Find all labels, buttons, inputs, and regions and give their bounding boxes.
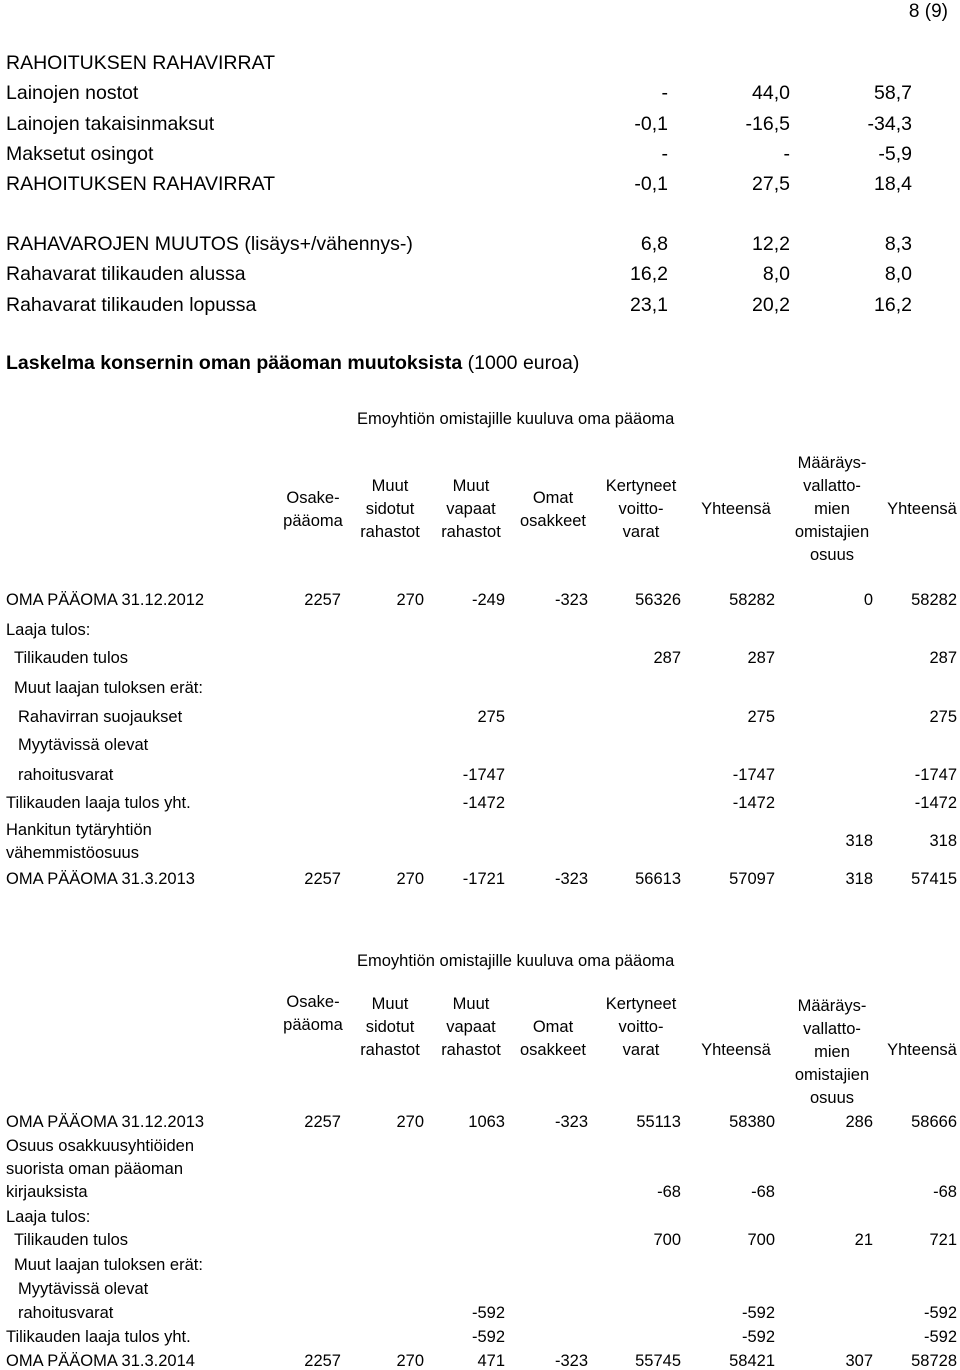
column-header-line: Yhteensä bbox=[701, 1041, 771, 1059]
column-header-line: rahastot bbox=[360, 1041, 420, 1059]
table-cell: 287 bbox=[653, 649, 681, 667]
group-header: Emoyhtiön omistajille kuuluva oma pääoma bbox=[357, 952, 675, 970]
table-cell: -68 bbox=[933, 1183, 957, 1201]
cashflow-value: 44,0 bbox=[752, 82, 790, 104]
table-cell: 58728 bbox=[911, 1352, 957, 1370]
column-header-line: Muut bbox=[371, 995, 409, 1013]
table-cell: -323 bbox=[554, 870, 588, 888]
table-cell: -1721 bbox=[462, 870, 505, 888]
table-row-label: Tilikauden tulos bbox=[14, 1231, 129, 1249]
table-cell: -592 bbox=[923, 1328, 957, 1346]
cashflow-value: -34,3 bbox=[867, 113, 912, 135]
cashflow-value: 8,0 bbox=[762, 263, 790, 285]
cashflow-value: 16,2 bbox=[630, 263, 668, 285]
column-header-line: varat bbox=[622, 523, 660, 541]
cashflow-value: 6,8 bbox=[640, 233, 668, 255]
table-cell: 1063 bbox=[468, 1113, 505, 1131]
table-cell: 270 bbox=[396, 870, 424, 888]
table-row-label: kirjauksista bbox=[6, 1183, 88, 1201]
table-cell: 700 bbox=[653, 1231, 681, 1249]
column-header-line: Määräys- bbox=[797, 454, 867, 472]
cashflow-row-label: Rahavarat tilikauden alussa bbox=[6, 263, 246, 285]
column-header-line: vallatto- bbox=[803, 477, 861, 495]
table-row-label: rahoitusvarat bbox=[18, 1304, 114, 1322]
column-header-line: Omat bbox=[532, 1018, 574, 1036]
column-header-line: Omat bbox=[532, 489, 574, 507]
table-cell: 275 bbox=[747, 708, 775, 726]
table-cell: 58282 bbox=[729, 591, 775, 609]
column-header-line: vapaat bbox=[446, 500, 496, 518]
table-cell: -1747 bbox=[462, 766, 505, 784]
column-header-line: Muut bbox=[452, 477, 490, 495]
cashflow-value: 8,3 bbox=[884, 233, 912, 255]
column-header-line: pääoma bbox=[283, 512, 343, 530]
cashflow-value: -16,5 bbox=[745, 113, 790, 135]
table-cell: 2257 bbox=[304, 1113, 341, 1131]
column-header-line: Kertyneet bbox=[605, 477, 677, 495]
cashflow-value: -0,1 bbox=[634, 113, 668, 135]
table-cell: 56613 bbox=[635, 870, 681, 888]
group-header: Emoyhtiön omistajille kuuluva oma pääoma bbox=[357, 410, 675, 428]
table-cell: 318 bbox=[845, 870, 873, 888]
cashflow-row-label: RAHOITUKSEN RAHAVIRRAT bbox=[6, 52, 276, 74]
table-cell: 0 bbox=[863, 591, 873, 609]
table-row-label: OMA PÄÄOMA 31.3.2014 bbox=[6, 1352, 195, 1370]
table-cell: 58282 bbox=[911, 591, 957, 609]
table-cell: -323 bbox=[554, 1113, 588, 1131]
table-cell: 318 bbox=[845, 832, 873, 850]
cashflow-value: 8,0 bbox=[884, 263, 912, 285]
table-cell: 307 bbox=[845, 1352, 873, 1370]
table-cell: 286 bbox=[845, 1113, 873, 1131]
cashflow-row-label: Lainojen takaisinmaksut bbox=[6, 113, 215, 135]
table-cell: 270 bbox=[396, 1352, 424, 1370]
table-cell: 270 bbox=[396, 1113, 424, 1131]
column-header-line: osuus bbox=[809, 546, 855, 564]
table-row-label: Muut laajan tuloksen erät: bbox=[14, 679, 203, 697]
table-cell: -592 bbox=[741, 1304, 775, 1322]
table-cell: -249 bbox=[471, 591, 505, 609]
column-header-line: mien bbox=[814, 500, 850, 518]
page-number: 8 (9) bbox=[908, 1, 948, 22]
cashflow-value: 58,7 bbox=[874, 82, 912, 104]
table-cell: 2257 bbox=[304, 591, 341, 609]
column-header-line: Kertyneet bbox=[605, 995, 677, 1013]
column-header-line: pääoma bbox=[283, 1016, 343, 1034]
cashflow-value: 12,2 bbox=[752, 233, 790, 255]
cashflow-value: 27,5 bbox=[752, 173, 790, 195]
cashflow-value: 23,1 bbox=[630, 294, 668, 316]
column-header bbox=[862, 1039, 960, 1062]
table-cell: 55745 bbox=[635, 1352, 681, 1370]
table-row-label: suorista oman pääoman bbox=[6, 1160, 184, 1178]
column-header-line: mien bbox=[814, 1043, 850, 1061]
table-row-label: Osuus osakkuusyhtiöiden bbox=[6, 1137, 195, 1155]
table-cell: 275 bbox=[929, 708, 957, 726]
cashflow-value: - bbox=[661, 143, 668, 165]
table-cell: -592 bbox=[741, 1328, 775, 1346]
table-cell: 721 bbox=[929, 1231, 957, 1249]
table-cell: -68 bbox=[657, 1183, 681, 1201]
table-row-label: OMA PÄÄOMA 31.12.2012 bbox=[6, 591, 205, 609]
table-cell: 55113 bbox=[636, 1113, 681, 1131]
cashflow-value: 20,2 bbox=[752, 294, 790, 316]
table-cell: 700 bbox=[747, 1231, 775, 1249]
column-header-line: Osake- bbox=[286, 489, 340, 507]
column-header-line: voitto- bbox=[618, 1018, 664, 1036]
cashflow-value: -5,9 bbox=[878, 143, 912, 165]
column-header-line: Yhteensä bbox=[887, 1041, 957, 1059]
column-header bbox=[862, 498, 960, 521]
table-cell: -323 bbox=[554, 1352, 588, 1370]
column-header-line: Määräys- bbox=[797, 997, 867, 1015]
table-cell: -1747 bbox=[732, 766, 775, 784]
column-header-line: varat bbox=[622, 1041, 660, 1059]
column-header-line: Muut bbox=[452, 995, 490, 1013]
column-header-line: osuus bbox=[809, 1089, 855, 1107]
cashflow-row-label: RAHOITUKSEN RAHAVIRRAT bbox=[6, 173, 276, 195]
table-row-label: Rahavirran suojaukset bbox=[18, 708, 183, 726]
table-row-label: Laaja tulos: bbox=[6, 621, 91, 639]
table-cell: 2257 bbox=[304, 870, 341, 888]
table-cell: -1472 bbox=[462, 794, 505, 812]
table-row-label: OMA PÄÄOMA 31.3.2013 bbox=[6, 870, 195, 888]
table-cell: 21 bbox=[854, 1231, 873, 1249]
table-cell: -68 bbox=[751, 1183, 775, 1201]
column-header-line: osakkeet bbox=[519, 512, 587, 530]
table-cell: 57097 bbox=[729, 870, 775, 888]
column-header-line: osakkeet bbox=[519, 1041, 587, 1059]
column-header-line: vallatto- bbox=[803, 1020, 861, 1038]
table-cell: 275 bbox=[477, 708, 505, 726]
column-header-line: omistajien bbox=[794, 1066, 870, 1084]
column-header-line: voitto- bbox=[618, 500, 664, 518]
column-header-line: sidotut bbox=[365, 500, 415, 518]
table-cell: 58421 bbox=[729, 1352, 775, 1370]
table-cell: 270 bbox=[396, 591, 424, 609]
cashflow-value: - bbox=[661, 82, 668, 104]
column-header-line: rahastot bbox=[441, 523, 501, 541]
table-row-label: Tilikauden tulos bbox=[14, 649, 129, 667]
table-row-label: Tilikauden laaja tulos yht. bbox=[6, 794, 191, 812]
table-row-label: vähemmistöosuus bbox=[6, 844, 139, 862]
column-header-line: omistajien bbox=[794, 523, 870, 541]
table-row-label: Hankitun tytäryhtiön bbox=[6, 821, 152, 839]
table-row-label: Muut laajan tuloksen erät: bbox=[14, 1256, 203, 1274]
table-row-label: Myytävissä olevat bbox=[18, 1280, 149, 1298]
column-header-line: rahastot bbox=[360, 523, 420, 541]
table-row-label: Myytävissä olevat bbox=[18, 736, 149, 754]
column-header-line: Yhteensä bbox=[887, 500, 957, 518]
table-cell: 58666 bbox=[911, 1113, 957, 1131]
table-cell: -592 bbox=[923, 1304, 957, 1322]
table-cell: -323 bbox=[554, 591, 588, 609]
table-cell: 287 bbox=[929, 649, 957, 667]
column-header-line: sidotut bbox=[365, 1018, 415, 1036]
table-cell: 2257 bbox=[304, 1352, 341, 1370]
cashflow-row-label: Maksetut osingot bbox=[6, 143, 154, 165]
table-cell: 287 bbox=[747, 649, 775, 667]
column-header-line: Osake- bbox=[286, 993, 340, 1011]
table-cell: -592 bbox=[471, 1304, 505, 1322]
cashflow-row-label: Lainojen nostot bbox=[6, 82, 139, 104]
column-header-line: vapaat bbox=[446, 1018, 496, 1036]
table-cell: 58380 bbox=[729, 1113, 775, 1131]
table-cell: -1472 bbox=[914, 794, 957, 812]
table-row-label: Laaja tulos: bbox=[6, 1208, 91, 1226]
table-cell: -1472 bbox=[732, 794, 775, 812]
table-cell: 471 bbox=[477, 1352, 505, 1370]
table-row-label: rahoitusvarat bbox=[18, 766, 114, 784]
table-row-label: Tilikauden laaja tulos yht. bbox=[6, 1328, 191, 1346]
table-cell: -592 bbox=[471, 1328, 505, 1346]
equity-title bbox=[6, 354, 579, 374]
equity-title-main: Laskelma konsernin oman pääoman muutoksista bbox=[6, 352, 463, 374]
column-header-line: Muut bbox=[371, 477, 409, 495]
cashflow-value: 18,4 bbox=[874, 173, 912, 195]
cashflow-row-label: RAHAVAROJEN MUUTOS (lisäys+/vähennys-) bbox=[6, 233, 413, 255]
cashflow-value: 16,2 bbox=[874, 294, 912, 316]
cashflow-row-label: Rahavarat tilikauden lopussa bbox=[6, 294, 257, 316]
cashflow-value: - bbox=[783, 143, 790, 165]
column-header-line: rahastot bbox=[441, 1041, 501, 1059]
table-cell: 56326 bbox=[635, 591, 681, 609]
cashflow-value: -0,1 bbox=[634, 173, 668, 195]
table-cell: 318 bbox=[929, 832, 957, 850]
table-cell: -1747 bbox=[914, 766, 957, 784]
column-header-line: Yhteensä bbox=[701, 500, 771, 518]
equity-title-unit: (1000 euroa) bbox=[462, 352, 580, 374]
table-cell: 57415 bbox=[911, 870, 957, 888]
table-row-label: OMA PÄÄOMA 31.12.2013 bbox=[6, 1113, 205, 1131]
